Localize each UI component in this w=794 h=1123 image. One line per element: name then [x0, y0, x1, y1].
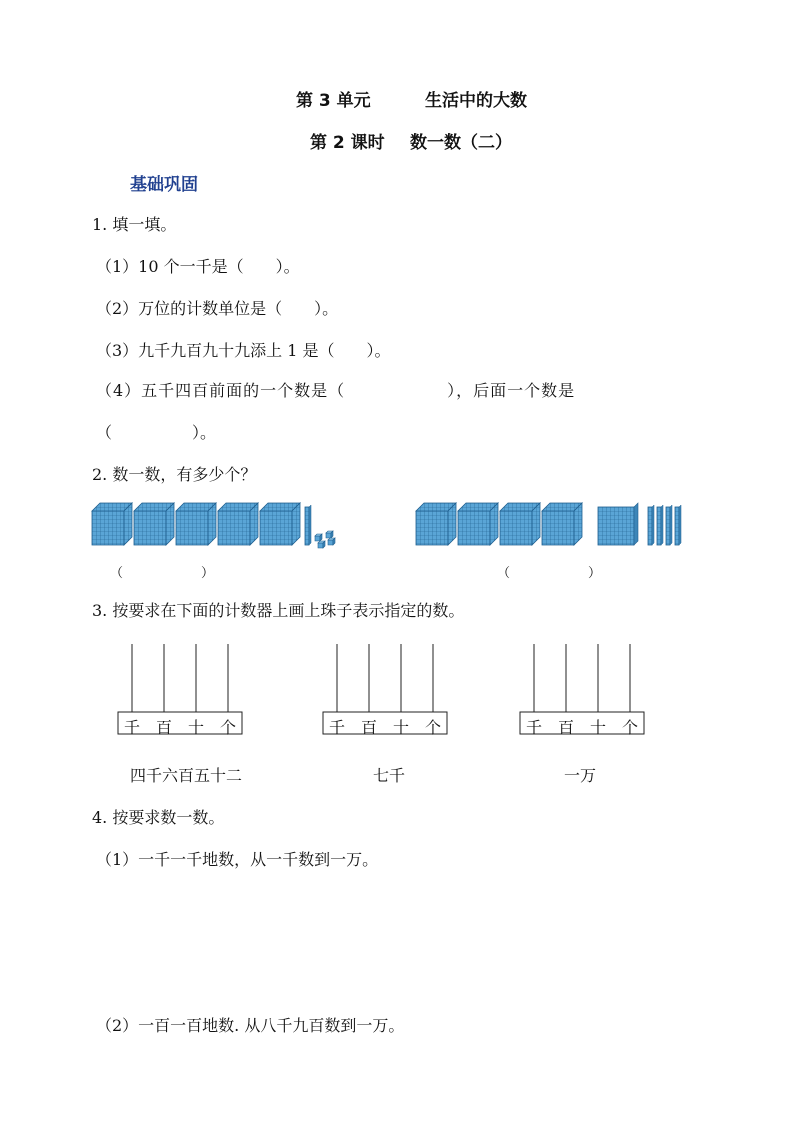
abacus-1-label-thousands: 千	[124, 718, 141, 737]
lesson-title: 数一数（二）	[410, 133, 512, 153]
abacus-3-number: 一万	[564, 766, 597, 785]
q4-title: 4. 按要求数一数。	[92, 808, 225, 827]
abacus-2-label-tens: 十	[393, 718, 410, 737]
section-title: 基础巩固	[130, 175, 198, 195]
q1-item-3: （3）九千九百九十九添上 1 是（ ）。	[96, 341, 391, 360]
q1-title: 1. 填一填。	[92, 215, 177, 234]
abacus-1-label-ones: 个	[220, 718, 237, 737]
q2-answer-right[interactable]: （ ）	[497, 566, 602, 581]
abacus-1-label-tens: 十	[188, 718, 205, 737]
abacus-3-label-thousands: 千	[526, 718, 543, 737]
q3-title: 3. 按要求在下面的计数器上画上珠子表示指定的数。	[92, 601, 465, 620]
q4-item-1: （1）一千一千地数，从一千数到一万。	[96, 850, 379, 869]
abacus-2-label-hundreds: 百	[361, 718, 378, 737]
abacus-3-label-tens: 十	[590, 718, 607, 737]
q4-item-2: （2）一百一百地数. 从八千九百数到一万。	[96, 1016, 405, 1035]
abacus-2-label-ones: 个	[425, 718, 442, 737]
unit-title: 生活中的大数	[425, 91, 527, 111]
q1-item-4-cont: （ ）。	[96, 423, 217, 442]
q1-item-1: （1）10 个一千是（ ）。	[96, 257, 300, 276]
abacus-2-label-thousands: 千	[329, 718, 346, 737]
q1-item-2: （2）万位的计数单位是（ ）。	[96, 299, 339, 318]
abacus-3-label-ones: 个	[622, 718, 639, 737]
abacus-1-number: 四千六百五十二	[130, 766, 243, 785]
abacus-1-label-hundreds: 百	[156, 718, 173, 737]
abacus-2-number: 七千	[373, 766, 406, 785]
lesson-number: 第 2 课时	[310, 133, 385, 153]
q2-title: 2. 数一数，有多少个？	[92, 465, 257, 484]
q2-answer-left[interactable]: （ ）	[110, 566, 215, 581]
q1-item-4: （4）五千四百前面的一个数是（ ），后面一个数是	[96, 381, 576, 400]
unit-number: 第 3 单元	[296, 91, 371, 111]
abacus-3-label-hundreds: 百	[558, 718, 575, 737]
base-ten-blocks	[0, 500, 794, 560]
